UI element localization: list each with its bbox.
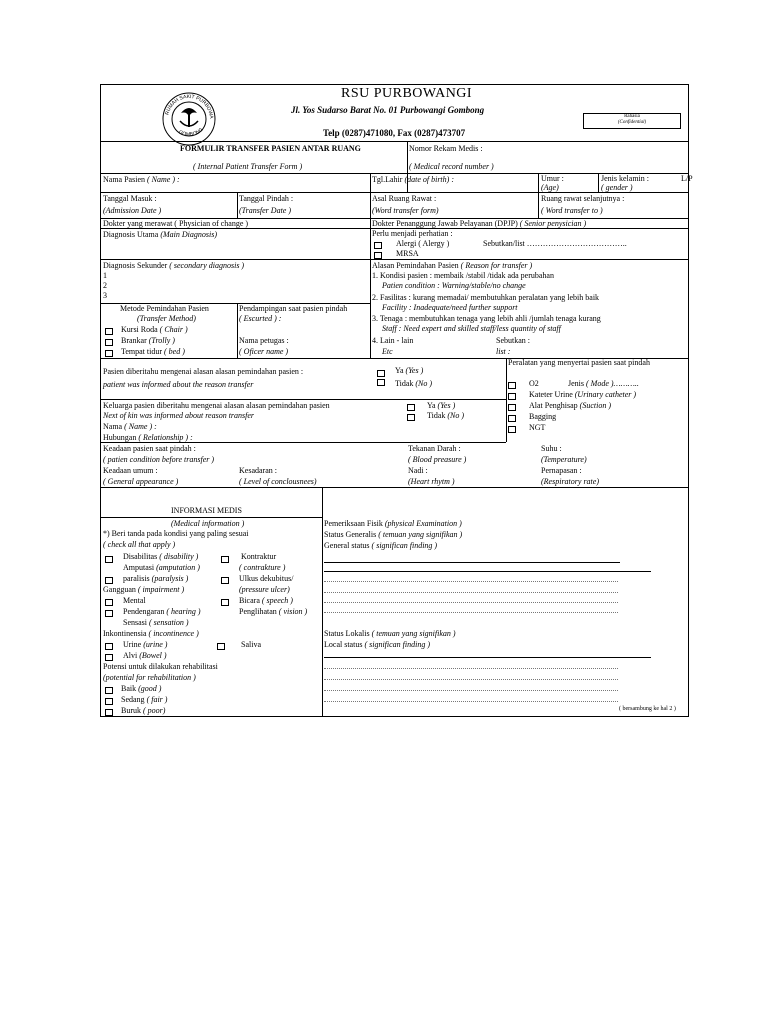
escort-label: Pendampingan saat pasien pindah	[239, 304, 348, 313]
attention-label: Perlu menjadi perhatian :	[372, 229, 453, 238]
age-label-en: (Age)	[541, 183, 559, 192]
general-status-line-1[interactable]	[324, 562, 620, 563]
confidential-box	[583, 113, 681, 129]
patient-informed-yes-label: Ya (Yes )	[395, 366, 424, 375]
age-label: Umur :	[541, 174, 564, 183]
admission-date-label: Tanggal Masuk :	[103, 194, 157, 203]
local-status-line-2[interactable]	[324, 668, 618, 669]
mental-label: Mental	[123, 596, 146, 605]
rehab-good-label: Baik (good )	[121, 684, 162, 693]
blood-pressure-label: Tekanan Darah :	[408, 444, 461, 453]
hearing-checkbox[interactable]	[105, 610, 113, 617]
o2-checkbox[interactable]	[508, 382, 516, 389]
catheter-label: Kateter Urine (Urinary catheter )	[529, 390, 637, 399]
hearing-label: Pendengaran ( hearing )	[123, 607, 201, 616]
o2-label: O2	[529, 379, 539, 388]
officer-label-en: ( Oficer name )	[239, 347, 289, 356]
disability-checkbox[interactable]	[105, 556, 113, 563]
rehab-fair-label: Sedang ( fair )	[121, 695, 168, 704]
officer-label: Nama petugas :	[239, 336, 289, 345]
patient-name-field[interactable]: Nama Pasien ( Name ) :	[103, 175, 180, 184]
saliva-checkbox[interactable]	[217, 643, 225, 650]
continued-note: ( bersambung ke hal 2 )	[619, 706, 676, 712]
trolly-checkbox[interactable]	[105, 339, 113, 346]
dob-field[interactable]: Tgl.Lahir (date of birth) :	[372, 175, 454, 184]
general-status-line-5[interactable]	[324, 602, 618, 603]
paralysis-checkbox[interactable]	[105, 577, 113, 584]
hospital-phone: Telp (0287)471080, Fax (0287)473707	[323, 128, 466, 138]
rehab-poor-label: Buruk ( poor)	[121, 706, 166, 715]
bed-label: Tempat tidur ( bed )	[121, 347, 185, 356]
sex-label-en: ( gender )	[601, 183, 633, 192]
allergy-label: Alergi ( Alergy )	[396, 239, 450, 248]
reason-1-en: Patien condition : Warning/stable/no change	[382, 281, 526, 290]
rehab-label-en: (potential for rehabilitation )	[103, 673, 196, 682]
ulcer-label-en: (pressure ulcer)	[239, 585, 290, 594]
reason-label: Alasan Pemindahan Pasien ( Reason for transfer )	[372, 261, 533, 270]
saliva-label: Saliva	[241, 640, 261, 649]
rehab-poor-checkbox[interactable]	[105, 709, 113, 716]
general-status-line-6[interactable]	[324, 612, 618, 613]
family-informed-no-label: Tidak (No )	[427, 411, 465, 420]
mrsa-label: MRSA	[396, 249, 419, 258]
mrn-label-en: ( Medical record number )	[409, 162, 494, 171]
respiration-label: Pernapasan :	[541, 466, 582, 475]
patient-informed-no-label: Tidak (No )	[395, 379, 433, 388]
family-informed-label-en: Next of kin was informed about reason transfer	[103, 411, 255, 420]
local-status-line-1[interactable]	[324, 657, 651, 658]
patient-informed-yes-checkbox[interactable]	[377, 370, 385, 377]
transfer-date-label-en: (Transfer Date )	[239, 206, 291, 215]
method-label-en: (Transfer Method)	[137, 314, 196, 323]
patient-informed-label-en: patient was informed about the reason transfer	[103, 380, 254, 389]
family-informed-yes-label: Ya (Yes )	[427, 401, 456, 410]
general-status-label: General status ( significan finding )	[324, 541, 438, 550]
speech-checkbox[interactable]	[221, 599, 229, 606]
impairment-label: Gangguan ( impairment )	[103, 585, 185, 594]
secondary-diagnosis-row-1: 1	[103, 271, 107, 280]
reason-3-en: Staff : Need expert and skilled staff/less quantity of staff	[382, 324, 561, 333]
confidential-label: Rahasia	[624, 114, 640, 119]
pulse-label: Nadi :	[408, 466, 428, 475]
pulse-label-en: (Heart rhytm )	[408, 477, 455, 486]
family-informed-yes-checkbox[interactable]	[407, 404, 415, 411]
instruction-label-en: ( check all that apply )	[103, 540, 176, 549]
general-status-line-3[interactable]	[324, 581, 618, 582]
family-informed-label: Keluarga pasien diberitahu mengenai alasan alasan pemindahan pasien	[103, 401, 330, 410]
form-title: FORMULIR TRANSFER PASIEN ANTAR RUANG	[180, 144, 361, 153]
svg-text:RUMAH SAKIT PURBOWANGI	[161, 91, 214, 120]
ward-to-label-en: ( Word transfer to )	[541, 206, 603, 215]
patient-informed-no-checkbox[interactable]	[377, 379, 385, 386]
disability-label: Disabilitas ( disability )	[123, 552, 199, 561]
status-generalis-label: Status Generalis ( temuan yang signifikan )	[324, 530, 463, 539]
ward-from-label: Asal Ruang Rawat :	[372, 194, 437, 203]
consciousness-label-en: ( Level of conclousnees)	[239, 477, 317, 486]
transfer-form	[100, 84, 693, 717]
ward-from-label-en: (Word transfer form)	[372, 206, 439, 215]
suction-label: Alat Penghisap (Suction )	[529, 401, 611, 410]
urine-label: Urine (urine )	[123, 640, 168, 649]
main-diagnosis-label: Diagnosis Utama (Main Diagnosis)	[103, 230, 217, 239]
catheter-checkbox[interactable]	[508, 393, 516, 400]
allergy-list-label: Sebutkan/list ………………………………..	[483, 239, 627, 248]
exam-label: Pemeriksaan Fisik (physical Examination )	[324, 519, 462, 528]
consciousness-label: Kesadaran :	[239, 466, 277, 475]
local-status-line-5[interactable]	[324, 701, 618, 702]
local-status-label: Local status ( significan finding )	[324, 640, 430, 649]
hospital-logo	[161, 91, 217, 147]
general-appearance-label-en: ( General appearance )	[103, 477, 179, 486]
patient-informed-label: Pasien diberitahu mengenai alasan alasan pemindahan pasien :	[103, 367, 304, 376]
contracture-label: Kontraktur	[241, 552, 277, 561]
escort-label-en: ( Escurted ) :	[239, 314, 282, 323]
ulcer-label: Ulkus dekubitus/	[239, 574, 294, 583]
logo-text-bottom: GOMBONG	[177, 126, 205, 138]
contracture-label-en: ( contrakture )	[239, 563, 286, 572]
hospital-address: Jl. Yos Sudarso Barat No. 01 Purbowangi Gombong	[291, 105, 485, 115]
reason-1: 1. Kondisi pasien : membaik /stabil /tidak ada perubahan	[372, 271, 554, 280]
form-title-en: ( Internal Patient Transfer Form )	[193, 162, 303, 171]
temperature-label: Suhu :	[541, 444, 562, 453]
equipment-label: Peralatan yang menyertai pasien saat pindah	[508, 358, 650, 367]
contracture-checkbox[interactable]	[221, 556, 229, 563]
dpjp-label: Dokter Penanggung Jawab Pelayanan (DPJP) ( Senior penysician )	[372, 219, 587, 228]
vision-label: Penglihatan ( vision )	[239, 607, 308, 616]
bowel-checkbox[interactable]	[105, 654, 113, 661]
physician-label: Dokter yang merawat ( Physician of change )	[103, 219, 249, 228]
family-name-field[interactable]: Nama ( Name ) :	[103, 422, 157, 431]
mrsa-checkbox[interactable]	[374, 252, 382, 259]
respiration-label-en: (Respiratory rate)	[541, 477, 599, 486]
confidential-label-en: (Confidential)	[617, 120, 647, 125]
logo-text-top: RUMAH SAKIT PURBOWA	[164, 93, 215, 119]
transfer-date-label: Tanggal Pindah :	[239, 194, 294, 203]
chair-checkbox[interactable]	[105, 328, 113, 335]
trolly-label: Brankar (Trolly )	[121, 336, 175, 345]
medical-info-title: INFORMASI MEDIS	[171, 506, 242, 515]
bagging-label: Bagging	[529, 412, 557, 421]
temperature-label-en: (Temperature)	[541, 455, 587, 464]
local-status-line-3[interactable]	[324, 679, 618, 680]
blood-pressure-label-en: ( Blood preasure )	[408, 455, 467, 464]
condition-label-en: ( patien condition before transfer )	[103, 455, 215, 464]
urine-checkbox[interactable]	[105, 643, 113, 650]
bagging-checkbox[interactable]	[508, 415, 516, 422]
o2-mode-label: Jenis ( Mode )………..	[568, 379, 639, 388]
mrn-label: Nomor Rekam Medis :	[409, 144, 483, 153]
reason-4-list: Sebutkan :	[496, 336, 530, 345]
paralysis-label: paralisis (paralysis )	[123, 574, 189, 583]
admission-date-label-en: (Admission Date )	[103, 206, 162, 215]
general-status-line-2[interactable]	[324, 571, 651, 572]
method-label: Metode Pemindahan Pasien	[120, 304, 209, 313]
family-informed-no-checkbox[interactable]	[407, 414, 415, 421]
relationship-field[interactable]: Hubungan ( Relationship ) :	[103, 433, 193, 442]
ward-to-label: Ruang rawat selanjutnya :	[541, 194, 625, 203]
bowel-label: Alvi (Bowel )	[123, 651, 167, 660]
local-status-line-4[interactable]	[324, 690, 618, 691]
amputation-label: Amputasi (amputation )	[123, 563, 200, 572]
rehab-good-checkbox[interactable]	[105, 687, 113, 694]
secondary-diagnosis-label: Diagnosis Sekunder ( secondary diagnosis )	[103, 261, 245, 270]
condition-label: Keadaan pasien saat pindah :	[103, 444, 196, 453]
reason-4: 4. Lain - lain	[372, 336, 414, 345]
speech-label: Bicara ( speech )	[239, 596, 293, 605]
bed-checkbox[interactable]	[105, 350, 113, 357]
rehab-fair-checkbox[interactable]	[105, 698, 113, 705]
svg-text:GOMBONG	[178, 127, 205, 138]
secondary-diagnosis-row-2: 2	[103, 281, 107, 290]
suction-checkbox[interactable]	[508, 404, 516, 411]
reason-3: 3. Tenaga : membutuhkan tenaga yang lebih ahli /jumlah tenaga kurang	[372, 314, 601, 323]
instruction-label: *) Beri tanda pada kondisi yang paling sesuai	[103, 529, 249, 538]
allergy-checkbox[interactable]	[374, 242, 382, 249]
status-lokalis-label: Status Lokalis ( temuan yang signifikan )	[324, 629, 456, 638]
reason-2-en: Facility : Inadequate/need further support	[382, 303, 518, 312]
reason-4-list-en: list :	[496, 347, 511, 356]
sex-value: L/P	[681, 174, 693, 183]
mental-checkbox[interactable]	[105, 599, 113, 606]
sex-label: Jenis kelamin :	[601, 174, 649, 183]
rehab-label: Potensi untuk dilakukan rehabilitasi	[103, 662, 218, 671]
general-status-line-4[interactable]	[324, 592, 618, 593]
reason-4-en: Etc	[382, 347, 393, 356]
secondary-diagnosis-row-3: 3	[103, 291, 107, 300]
ngt-checkbox[interactable]	[508, 426, 516, 433]
ngt-label: NGT	[529, 423, 546, 432]
chair-label: Kursi Roda ( Chair )	[121, 325, 188, 334]
hospital-name: RSU PURBOWANGI	[341, 86, 473, 101]
general-appearance-label: Keadaan umum :	[103, 466, 158, 475]
reason-2: 2. Fasilitas : kurang memadai/ membutuhkan peralatan yang lebih baik	[372, 293, 600, 302]
medical-info-title-en: (Medical information )	[171, 519, 245, 528]
incontinence-label: Inkontinensia ( incontinence )	[103, 629, 199, 638]
ulcer-checkbox[interactable]	[221, 577, 229, 584]
sensation-label: Sensasi ( sensation )	[123, 618, 189, 627]
